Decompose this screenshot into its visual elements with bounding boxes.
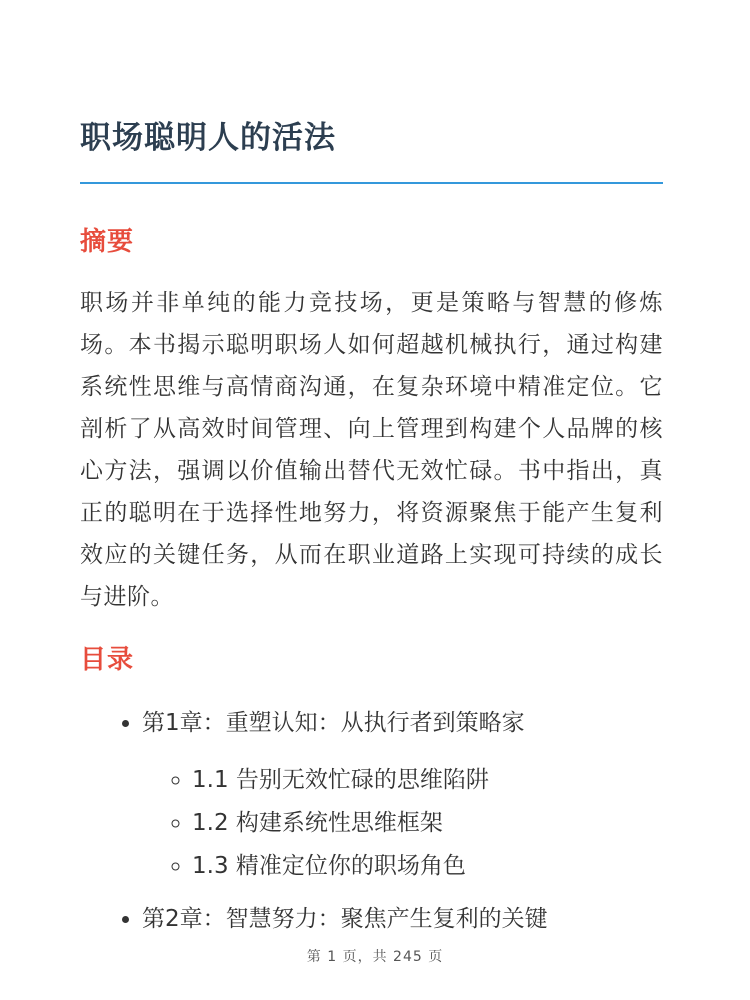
toc-chapter-1-label: 第1章：重塑认知：从执行者到策略家 bbox=[142, 709, 525, 736]
toc-chapter-1-sections bbox=[142, 759, 663, 888]
summary-paragraph: 职场并非单纯的能力竞技场，更是策略与智慧的修炼场。本书揭示聪明职场人如何超越机械执行，通过构建系统性思维与高情商沟通，在复杂环境中精准定位。它剖析了从高效时间管理、向上管理到构建个人品牌的核心方法，强调以价值输出替代无效忙碌。书中指出，真正的聪明在于选择性地努力，将资源聚焦于能产生复利效应的关键任务，从而在职业道路上实现可持续的成长与进阶。 bbox=[80, 289, 663, 610]
page-title: 职场聪明人的活法 bbox=[80, 120, 336, 156]
toc-chapter-1 bbox=[142, 702, 663, 888]
toc-chapter-2-label: 第2章：智慧努力：聚焦产生复利的关键 bbox=[142, 905, 548, 932]
page-number: 第 1 页，共 245 页 bbox=[306, 949, 444, 965]
summary-heading: 摘要 bbox=[80, 227, 135, 258]
toc-heading: 目录 bbox=[80, 644, 135, 675]
toc-section-1-3: ◦ 1.3 精准定位你的职场角色 bbox=[192, 845, 663, 888]
title-divider bbox=[80, 182, 663, 184]
toc-chapter-2 bbox=[142, 898, 663, 941]
toc-list bbox=[80, 702, 663, 941]
toc-section-1-2: ◦ 1.2 构建系统性思维框架 bbox=[192, 802, 663, 845]
toc-section-1-1: ◦ 1.1 告别无效忙碌的思维陷阱 bbox=[192, 759, 663, 802]
